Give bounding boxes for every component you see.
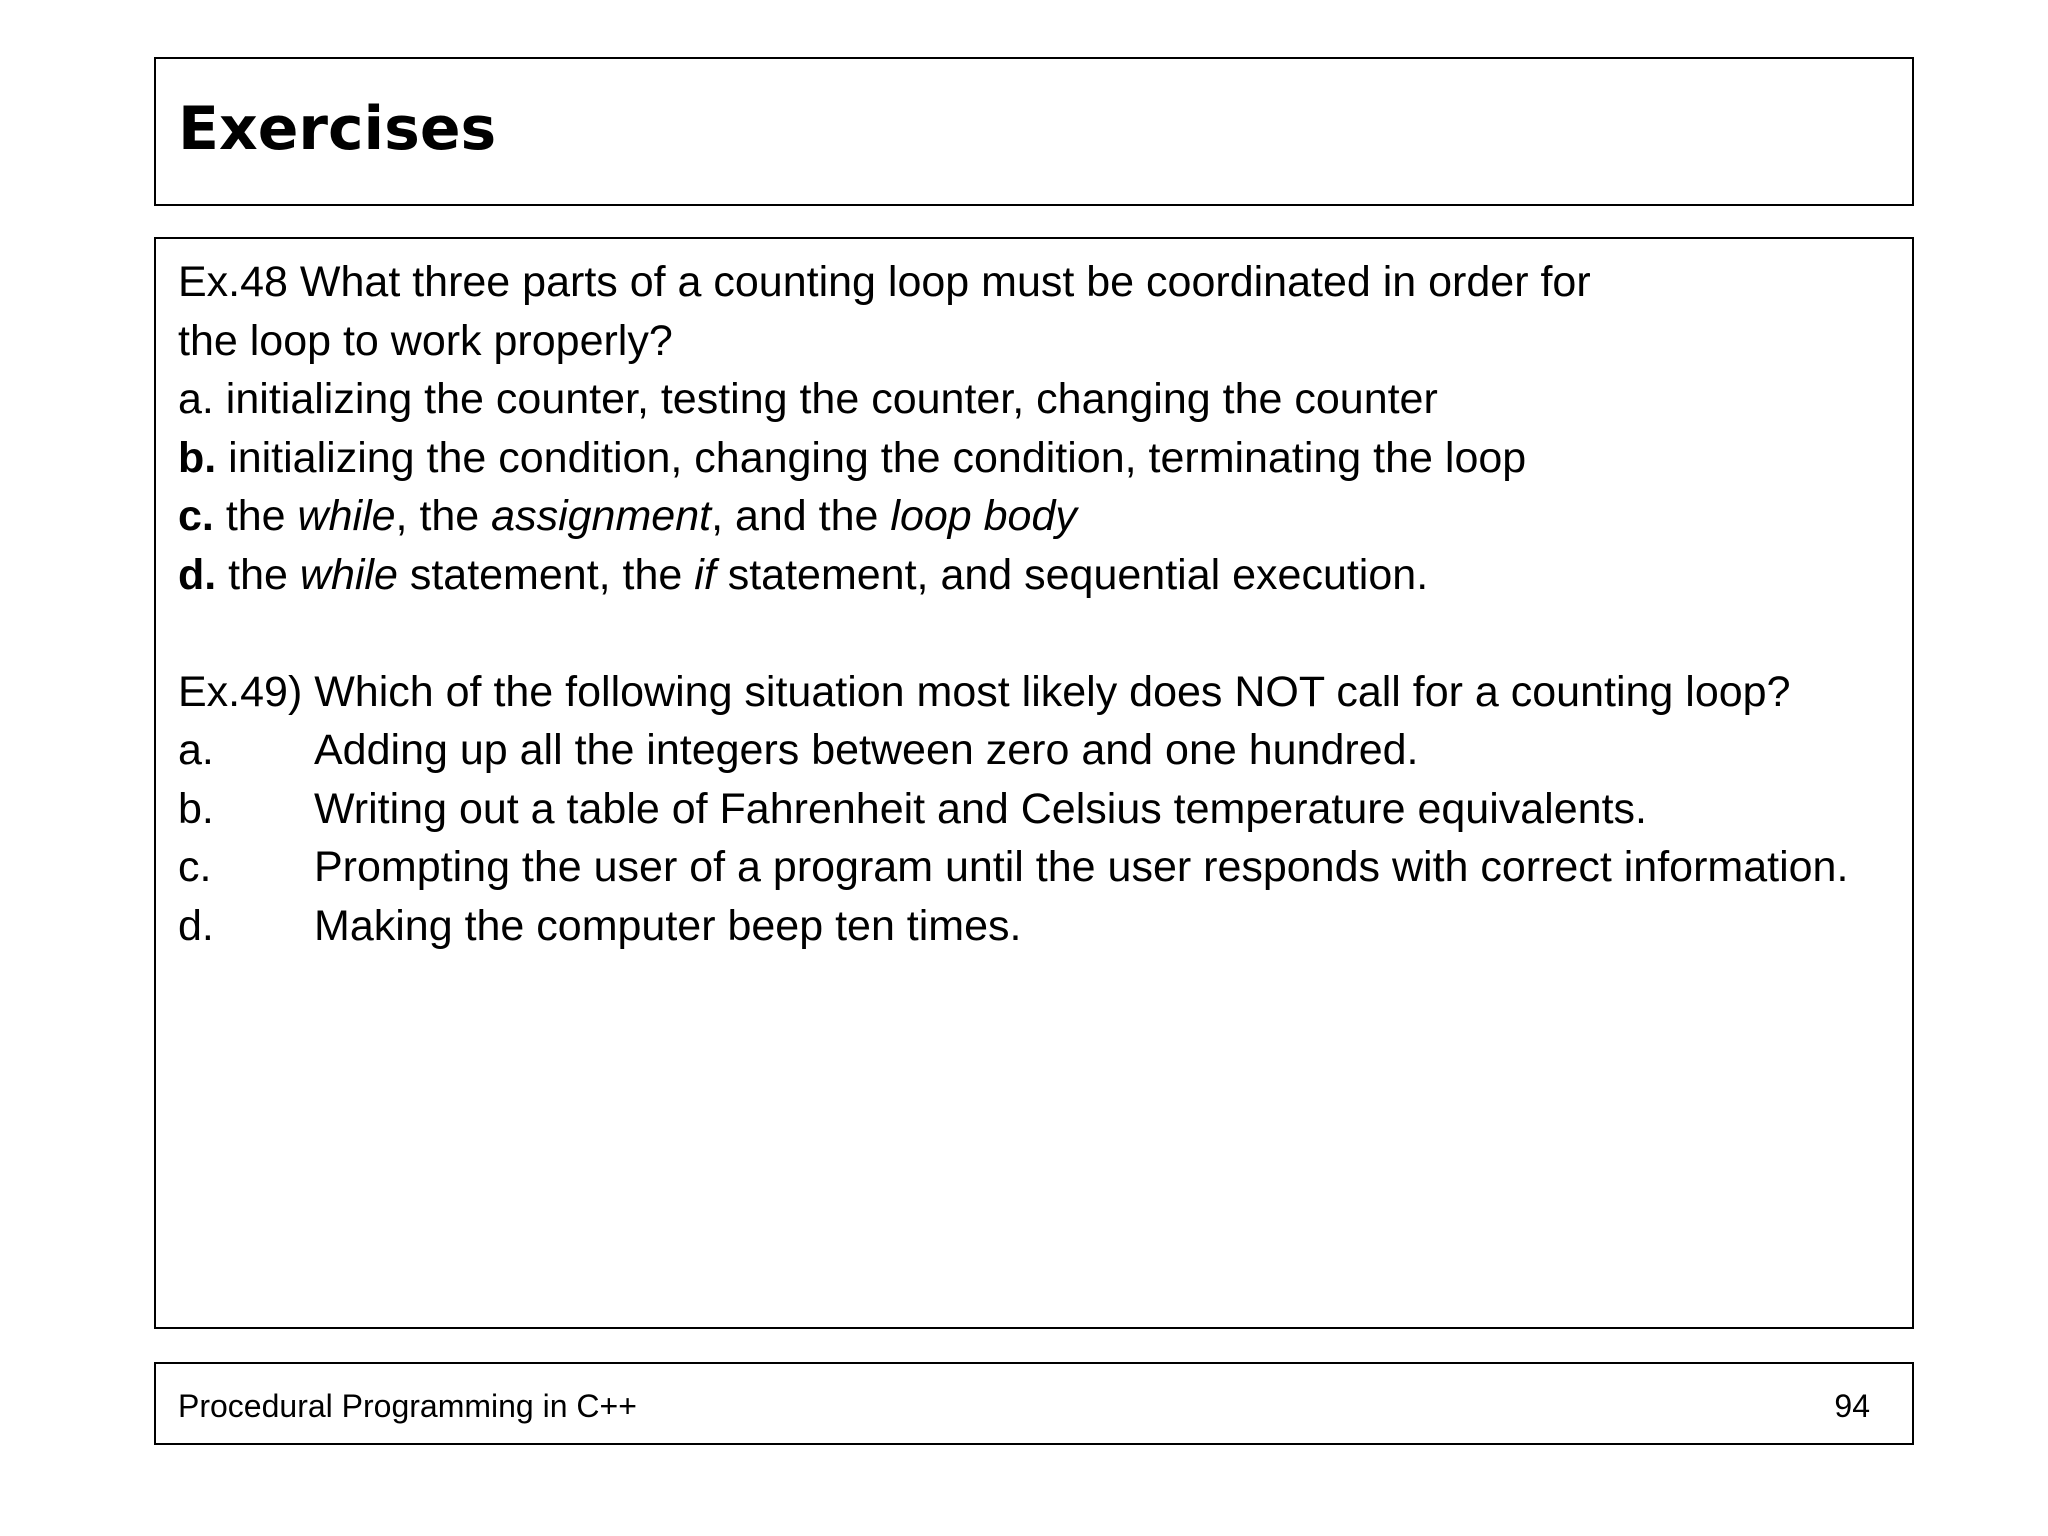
ex48-option-b-text: initializing the condition, changing the condition, terminating the loop [216, 433, 1527, 482]
ex48-option-a: a. initializing the counter, testing the counter, changing the counter [178, 375, 1438, 423]
ex48-option-c-label: c. [178, 492, 214, 540]
ex48-option-c-text-3: , and the [711, 492, 891, 540]
footer-course-name: Procedural Programming in C++ [178, 1388, 637, 1424]
ex49-option-text: Writing out a table of Fahrenheit and Celsius temperature equivalents. [314, 784, 1647, 833]
ex48-option-d [178, 546, 1892, 605]
ex49-option-letter: b. [178, 784, 214, 833]
exercise-content [178, 253, 1892, 955]
slide-title: Exercises [178, 94, 497, 164]
ex49-option-text: Adding up all the integers between zero and one hundred. [314, 726, 1419, 774]
content-box [154, 237, 1914, 1329]
spacer [178, 604, 1892, 663]
ex48-option-d-text-2: statement, the [397, 550, 695, 599]
ex49-option-letter: a. [178, 726, 214, 774]
ex49-question: Ex.49) Which of the following situation most likely does NOT call for a counting loop? [178, 667, 1791, 716]
ex48-option-c-text-2: , the [395, 492, 492, 540]
ex49-option-d [178, 897, 1892, 956]
ex48-option-c-italic-3: loop body [890, 492, 1077, 540]
ex48-option-d-text-3: statement, and sequential execution. [715, 550, 1429, 599]
ex48-option-b-label: b. [178, 433, 217, 482]
ex49-option-letter: c. [178, 843, 212, 891]
ex48-option-d-italic-2: if [694, 550, 716, 599]
ex49-option-c [178, 838, 1892, 897]
ex49-option-b [178, 780, 1892, 839]
ex48-option-c-italic-1: while [297, 492, 396, 540]
title-box [154, 57, 1914, 206]
ex49-option-letter: d. [178, 901, 214, 950]
ex49-option-text: Making the computer beep ten times. [314, 901, 1022, 950]
footer-box [154, 1362, 1914, 1445]
ex48-option-d-text-1: the [216, 550, 300, 599]
ex48-option-d-italic-1: while [299, 550, 398, 599]
ex48-option-c-italic-2: assignment [491, 492, 712, 540]
footer-page-number: 94 [1834, 1388, 1870, 1424]
ex49-option-a [178, 721, 1892, 780]
ex48-question-line1: Ex.48 What three parts of a counting loop must be coordinated in order for [178, 258, 1591, 306]
ex48-option-c [178, 487, 1892, 546]
ex48-question-line2: the loop to work properly? [178, 316, 673, 365]
ex48-option-c-text-1: the [213, 492, 298, 540]
ex48-option-d-label: d. [178, 550, 217, 599]
ex49-option-text: Prompting the user of a program until the user responds with correct information. [314, 843, 1849, 891]
ex48-option-b [178, 429, 1892, 488]
